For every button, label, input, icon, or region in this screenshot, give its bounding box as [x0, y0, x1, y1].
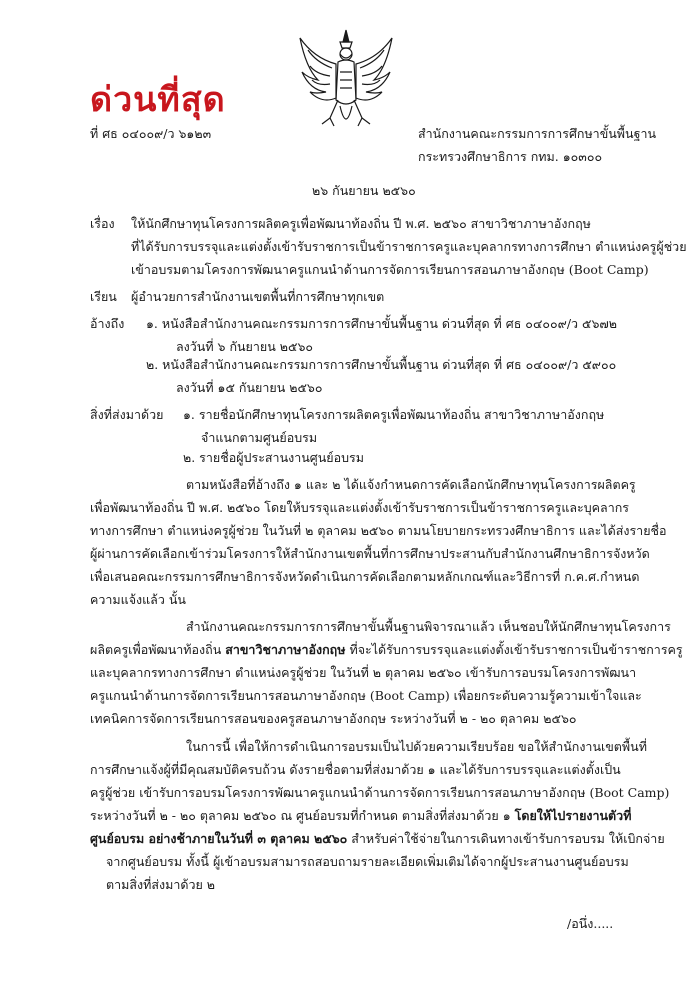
enclosures-label: สิ่งที่ส่งมาด้วย — [90, 407, 164, 422]
urgency-stamp: ด่วนที่สุด — [90, 80, 226, 120]
reference-item: ๑. หนังสือสำนักงานคณะกรรมการการศึกษาขั้นพื้นฐาน ด่วนที่สุด ที่ ศธ ๐๔๐๐๙/ว ๕๖๗๒ — [146, 316, 618, 331]
paragraph-text: ผลิตครูเพื่อพัฒนาท้องถิ่น — [90, 642, 226, 657]
paragraph-line: ครูแกนนำด้านการจัดการเรียนการสอนภาษาอังกฤษ (Boot Camp) เพื่อยกระดับความรู้ความเข้าใจและ — [90, 688, 642, 703]
paragraph-line: ครูผู้ช่วย เข้ารับการอบรมโครงการพัฒนาครูแกนนำด้านการจัดการเรียนการสอนภาษาอังกฤษ (Boot Camp) — [90, 785, 670, 800]
org-name: สำนักงานคณะกรรมการการศึกษาขั้นพื้นฐาน — [418, 126, 657, 141]
paragraph-line — [90, 639, 683, 660]
subject-line: ให้นักศึกษาทุนโครงการผลิตครูเพื่อพัฒนาท้องถิ่น ปี พ.ศ. ๒๕๖๐ สาขาวิชาภาษาอังกฤษ — [131, 216, 591, 231]
continuation-marker: /อนึ่ง..... — [567, 916, 614, 931]
paragraph-line: ในการนี้ เพื่อให้การดำเนินการอบรมเป็นไปด้วยความเรียบร้อย ขอให้สำนักงานเขตพื้นที่ — [186, 739, 647, 754]
enclosure-item-detail: จำแนกตามศูนย์อบรม — [201, 430, 318, 445]
emphasis-text: สาขาวิชาภาษาอังกฤษ — [225, 642, 346, 657]
paragraph-line: การศึกษาแจ้งผู้ที่มีคุณสมบัติครบถ้วน ดังรายชื่อตามที่ส่งมาด้วย ๑ และได้รับการบรรจุและแต่งตั้งเป็น — [90, 762, 621, 777]
paragraph-text: ระหว่างวันที่ ๒ - ๒๐ ตุลาคม ๒๕๖๐ ณ ศูนย์อบรมที่กำหนด ตามสิ่งที่ส่งมาด้วย ๑ — [90, 808, 515, 823]
paragraph-line: ความแจ้งแล้ว นั้น — [90, 592, 186, 607]
document-date: ๒๖ กันยายน ๒๕๖๐ — [312, 183, 416, 198]
recipient: ผู้อำนวยการสำนักงานเขตพื้นที่การศึกษาทุกเขต — [131, 289, 385, 304]
paragraph-line — [90, 828, 665, 849]
reference-item-date: ลงวันที่ ๖ กันยายน ๒๕๖๐ — [176, 339, 314, 354]
paragraph-line — [90, 805, 631, 826]
paragraph-text: สำหรับค่าใช้จ่ายในการเดินทางเข้ารับการอบรม ให้เบิกจ่าย — [347, 831, 665, 846]
reference-number: ที่ ศธ ๐๔๐๐๙/ว ๖๑๒๓ — [90, 126, 212, 141]
paragraph-line: เพื่อพัฒนาท้องถิ่น ปี พ.ศ. ๒๕๖๐ โดยให้บรรจุและแต่งตั้งเข้ารับราชการเป็นข้าราชการครูและบุคลากร — [90, 500, 630, 515]
garuda-emblem-icon — [296, 28, 396, 132]
emphasis-text: โดยให้ไปรายงานตัวที่ — [514, 808, 632, 823]
subject-label: เรื่อง — [90, 216, 115, 231]
references-label: อ้างถึง — [90, 316, 125, 331]
paragraph-line: จากศูนย์อบรม ทั้งนี้ ผู้เข้าอบรมสามารถสอบถามรายละเอียดเพิ่มเติมได้จากผู้ประสานงานศูนย์อบรม — [106, 854, 629, 869]
paragraph-text: ที่จะได้รับการบรรจุและแต่งตั้งเข้ารับราชการเป็นข้าราชการครู — [345, 642, 683, 657]
paragraph-line: ตามสิ่งที่ส่งมาด้วย ๒ — [106, 877, 216, 892]
paragraph-line: ผู้ผ่านการคัดเลือกเข้าร่วมโครงการให้สำนักงานเขตพื้นที่การศึกษาประสานกับสำนักงานศึกษาธิการจังหวัด — [90, 546, 650, 561]
paragraph-line: และบุคลากรทางการศึกษา ตำแหน่งครูผู้ช่วย ในวันที่ ๒ ตุลาคม ๒๕๖๐ เข้ารับการอบรมโครงการพัฒนา — [90, 665, 637, 680]
subject-line: ที่ได้รับการบรรจุและแต่งตั้งเข้ารับราชการเป็นข้าราชการครูและบุคลากรทางการศึกษา ตำแหน่งครูผู้ช่วย — [131, 239, 687, 254]
emphasis-text: ศูนย์อบรม อย่างช้าภายในวันที่ ๓ ตุลาคม ๒๕๖๐ — [90, 831, 348, 846]
paragraph-line: เทคนิคการจัดการเรียนการสอนของครูสอนภาษาอังกฤษ ระหว่างวันที่ ๒ - ๒๐ ตุลาคม ๒๕๖๐ — [90, 711, 577, 726]
enclosure-item: ๒. รายชื่อผู้ประสานงานศูนย์อบรม — [183, 450, 364, 465]
paragraph-line: เพื่อเสนอคณะกรรมการศึกษาธิการจังหวัดดำเนินการคัดเลือกตามหลักเกณฑ์และวิธีการที่ ก.ค.ศ.กำหนด — [90, 569, 640, 584]
subject-line: เข้าอบรมตามโครงการพัฒนาครูแกนนำด้านการจัดการเรียนการสอนภาษาอังกฤษ (Boot Camp) — [131, 262, 649, 277]
paragraph-line: สำนักงานคณะกรรมการการศึกษาขั้นพื้นฐานพิจารณาแล้ว เห็นชอบให้นักศึกษาทุนโครงการ — [186, 619, 671, 634]
reference-item: ๒. หนังสือสำนักงานคณะกรรมการการศึกษาขั้นพื้นฐาน ด่วนที่สุด ที่ ศธ ๐๔๐๐๙/ว ๕๙๐๐ — [146, 357, 617, 372]
paragraph-line: ทางการศึกษา ตำแหน่งครูผู้ช่วย ในวันที่ ๒ ตุลาคม ๒๕๖๐ ตามนโยบายกระทรวงศึกษาธิการ และได้ส่งรายชื่อ — [90, 523, 667, 538]
recipient-label: เรียน — [90, 289, 117, 304]
org-address: กระทรวงศึกษาธิการ กทม. ๑๐๓๐๐ — [418, 149, 603, 164]
reference-item-date: ลงวันที่ ๑๕ กันยายน ๒๕๖๐ — [176, 380, 323, 395]
enclosure-item: ๑. รายชื่อนักศึกษาทุนโครงการผลิตครูเพื่อพัฒนาท้องถิ่น สาขาวิชาภาษาอังกฤษ — [183, 407, 605, 422]
paragraph-line: ตามหนังสือที่อ้างถึง ๑ และ ๒ ได้แจ้งกำหนดการคัดเลือกนักศึกษาทุนโครงการผลิตครู — [186, 477, 636, 492]
